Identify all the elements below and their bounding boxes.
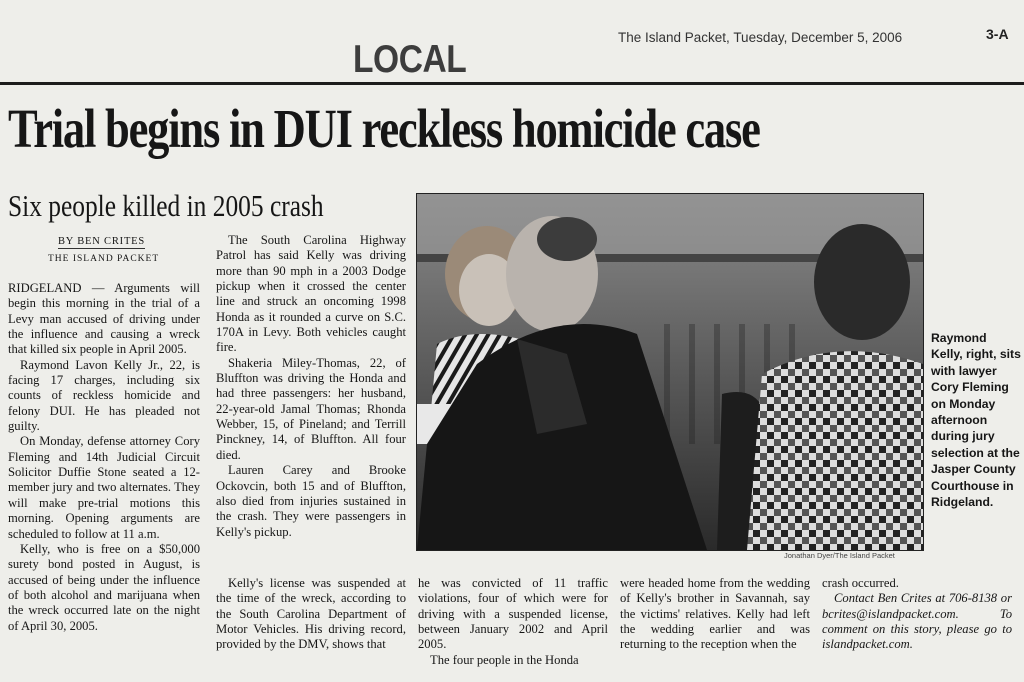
- subheadline: Six people killed in 2005 crash: [8, 188, 324, 223]
- paragraph: he was convicted of 11 traffic violations, four of which were for driving with a suspended license, between January 2002 and April 2005.: [418, 576, 608, 652]
- paragraph: The four people in the Honda: [430, 652, 579, 667]
- paragraph: crash occurred.: [822, 576, 899, 590]
- paragraph: were headed home from the wedding of Kelly's brother in Savannah, say the victims' relatives. Kelly had left the wedding earlier and was returning to the reception when the: [620, 576, 810, 652]
- photo-credit: Jonathan Dyer/The Island Packet: [784, 551, 895, 560]
- section-title: LOCAL: [353, 38, 467, 81]
- paragraph: Lauren Carey and Brooke Ockovcin, both 15 and of Bluffton, also died from injuries sustained in the crash. They were passengers in Kelly's pickup.: [216, 463, 406, 539]
- paragraph: Shakeria Miley-Thomas, 22, of Bluffton was driving the Honda and had three passengers: her husband, 22-year-old Jamal Thomas; Rhonda Webber, 15, of Pineland; and Terrill Pinckney, 14, of Bluffton. All four died.: [216, 355, 406, 462]
- contact-note: Contact Ben Crites at 706-8138 or bcrites@islandpacket.com. To comment on this story, please go to islandpacket.com.: [822, 591, 1012, 652]
- byline-publication: THE ISLAND PACKET: [48, 254, 160, 264]
- courtroom-photo: [416, 193, 924, 551]
- paragraph: Kelly, who is free on a $50,000 surety bond posted in August, is accused of being under the influence of both alcohol and marijuana when the wreck occurred late on the night of April 30, 2005.: [8, 541, 200, 633]
- photo-caption: Raymond Kelly, right, sits with lawyer Cory Fleming on Monday afternoon during jury selection at the Jasper County Courthouse in Ridgeland.: [931, 331, 1021, 510]
- paragraph: Kelly's license was suspended at the time of the wreck, according to the South Carolina Department of Motor Vehicles. His driving record, provided by the DMV, shows that: [216, 576, 406, 652]
- article-column-2: [216, 233, 406, 540]
- article-column-3: [418, 576, 608, 668]
- article-column-5: [822, 576, 1012, 653]
- article-column-2-bottom: [216, 576, 406, 653]
- paragraph: The South Carolina Highway Patrol has said Kelly was driving more than 90 mph in a 2003 Dodge pickup when it crossed the center line and struck an oncoming 1998 Honda as it rounded a curve on S.C. 170A in Levy. Both vehicles caught fire.: [216, 233, 406, 355]
- paragraph: On Monday, defense attorney Cory Fleming and 14th Judicial Circuit Solicitor Duffie Stone seated a 12-member jury and two alternates. They will make pre-trial motions this morning. Opening arguments are scheduled to follow at 11 a.m.: [8, 434, 200, 541]
- paragraph: Raymond Lavon Kelly Jr., 22, is facing 17 charges, including six counts of reckless homicide and felony DUI. He has pleaded not guilty.: [8, 357, 200, 434]
- courtroom-photo-image: [417, 194, 923, 550]
- paragraph: RIDGELAND — Arguments will begin this morning in the trial of a Levy man accused of driving under the influence and causing a wreck that killed six people in April 2005.: [8, 281, 200, 357]
- section-divider: [0, 82, 1024, 85]
- article-column-4: [620, 576, 810, 653]
- dateline: The Island Packet, Tuesday, December 5, 2006: [618, 30, 903, 45]
- article-column-1: [8, 281, 200, 634]
- headline: Trial begins in DUI reckless homicide case: [8, 98, 760, 159]
- byline: BY BEN CRITES: [58, 236, 146, 247]
- page-number: 3-A: [986, 26, 1009, 42]
